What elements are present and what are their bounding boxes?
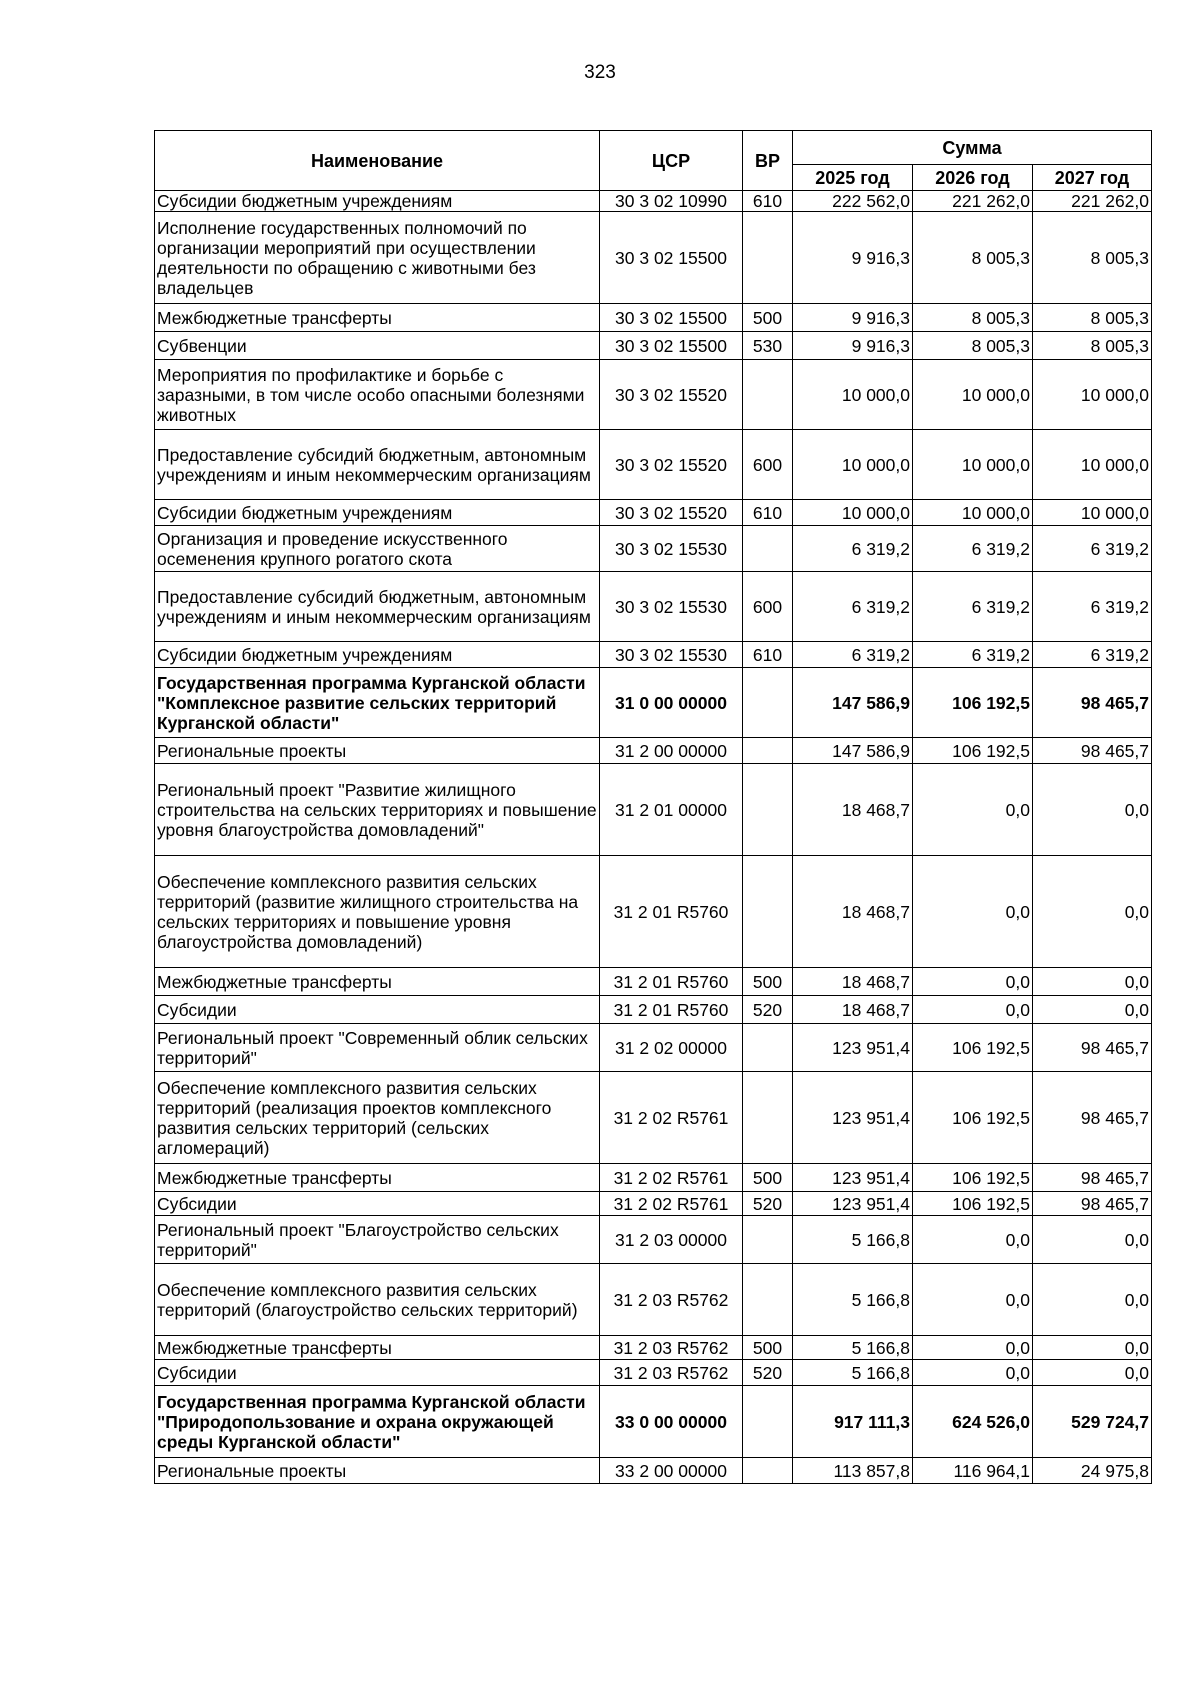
row-amount-2027: 0,0 [1033, 856, 1152, 968]
row-amount-2027: 0,0 [1033, 1360, 1152, 1386]
table-row [155, 856, 1152, 968]
table-row [155, 304, 1152, 332]
row-amount-2027: 6 319,2 [1033, 572, 1152, 642]
row-vr [743, 668, 793, 738]
row-name: Региональные проекты [155, 738, 600, 764]
row-amount-2025: 5 166,8 [793, 1360, 913, 1386]
row-name: Межбюджетные трансферты [155, 968, 600, 996]
row-amount-2025: 6 319,2 [793, 572, 913, 642]
row-amount-2027: 10 000,0 [1033, 500, 1152, 526]
row-name: Региональный проект "Благоустройство сельских территорий" [155, 1216, 600, 1264]
row-name: Государственная программа Курганской области "Комплексное развитие сельских территорий Курганской области" [155, 668, 600, 738]
row-vr [743, 1264, 793, 1336]
row-vr [743, 856, 793, 968]
row-vr: 500 [743, 304, 793, 332]
row-amount-2026: 10 000,0 [913, 360, 1033, 430]
table-row [155, 212, 1152, 304]
table-row [155, 1216, 1152, 1264]
row-vr: 500 [743, 1164, 793, 1192]
row-vr: 520 [743, 1192, 793, 1216]
row-amount-2026: 0,0 [913, 996, 1033, 1024]
row-name: Предоставление субсидий бюджетным, автономным учреждениям и иным некоммерческим организациям [155, 430, 600, 500]
row-amount-2025: 222 562,0 [793, 191, 913, 212]
header-sum: Сумма [793, 131, 1152, 165]
table-row [155, 526, 1152, 572]
row-amount-2026: 624 526,0 [913, 1386, 1033, 1458]
row-vr: 610 [743, 191, 793, 212]
row-csr: 31 0 00 00000 [600, 668, 743, 738]
header-csr: ЦСР [600, 131, 743, 191]
row-amount-2027: 98 465,7 [1033, 1164, 1152, 1192]
row-csr: 30 3 02 10990 [600, 191, 743, 212]
row-csr: 30 3 02 15500 [600, 332, 743, 360]
row-amount-2025: 5 166,8 [793, 1216, 913, 1264]
row-amount-2025: 147 586,9 [793, 668, 913, 738]
row-amount-2026: 0,0 [913, 856, 1033, 968]
row-vr: 500 [743, 1336, 793, 1360]
table-row [155, 430, 1152, 500]
row-amount-2026: 106 192,5 [913, 1024, 1033, 1072]
row-amount-2026: 221 262,0 [913, 191, 1033, 212]
row-amount-2026: 6 319,2 [913, 572, 1033, 642]
row-vr: 500 [743, 968, 793, 996]
table-row [155, 1164, 1152, 1192]
row-amount-2027: 0,0 [1033, 1336, 1152, 1360]
row-amount-2026: 106 192,5 [913, 1192, 1033, 1216]
row-amount-2027: 6 319,2 [1033, 642, 1152, 668]
table-row [155, 738, 1152, 764]
row-csr: 31 2 03 R5762 [600, 1336, 743, 1360]
row-amount-2027: 8 005,3 [1033, 304, 1152, 332]
row-amount-2027: 6 319,2 [1033, 526, 1152, 572]
row-amount-2027: 24 975,8 [1033, 1458, 1152, 1484]
row-name: Исполнение государственных полномочий по организации мероприятий при осуществлении деятельности по обращению с животными без владельцев [155, 212, 600, 304]
row-vr: 610 [743, 500, 793, 526]
row-name: Государственная программа Курганской области "Природопользование и охрана окружающей среды Курганской области" [155, 1386, 600, 1458]
row-amount-2026: 6 319,2 [913, 526, 1033, 572]
row-csr: 31 2 02 R5761 [600, 1192, 743, 1216]
row-vr: 520 [743, 1360, 793, 1386]
table-body [155, 191, 1152, 1484]
row-csr: 31 2 00 00000 [600, 738, 743, 764]
row-name: Мероприятия по профилактике и борьбе с заразными, в том числе особо опасными болезнями животных [155, 360, 600, 430]
row-amount-2025: 9 916,3 [793, 332, 913, 360]
row-csr: 31 2 01 R5760 [600, 856, 743, 968]
row-amount-2025: 123 951,4 [793, 1164, 913, 1192]
row-amount-2025: 113 857,8 [793, 1458, 913, 1484]
table-header [155, 131, 1152, 191]
row-vr: 610 [743, 642, 793, 668]
table-row [155, 1386, 1152, 1458]
table-row [155, 668, 1152, 738]
row-name: Региональный проект "Современный облик сельских территорий" [155, 1024, 600, 1072]
row-name: Субсидии бюджетным учреждениям [155, 500, 600, 526]
row-amount-2027: 98 465,7 [1033, 668, 1152, 738]
row-csr: 30 3 02 15530 [600, 526, 743, 572]
row-amount-2027: 8 005,3 [1033, 332, 1152, 360]
row-csr: 30 3 02 15520 [600, 360, 743, 430]
row-name: Обеспечение комплексного развития сельских территорий (реализация проектов комплексного развития сельских территорий (сельских агломераций) [155, 1072, 600, 1164]
budget-table [154, 130, 1152, 1484]
row-amount-2026: 10 000,0 [913, 430, 1033, 500]
row-csr: 31 2 02 00000 [600, 1024, 743, 1072]
row-amount-2027: 98 465,7 [1033, 1072, 1152, 1164]
header-year-2027: 2027 год [1033, 165, 1152, 191]
table-row [155, 642, 1152, 668]
row-name: Предоставление субсидий бюджетным, автономным учреждениям и иным некоммерческим организациям [155, 572, 600, 642]
row-vr: 600 [743, 430, 793, 500]
table-row [155, 1072, 1152, 1164]
row-amount-2025: 9 916,3 [793, 304, 913, 332]
row-name: Субсидии [155, 996, 600, 1024]
row-amount-2025: 10 000,0 [793, 500, 913, 526]
table-row [155, 1360, 1152, 1386]
row-amount-2025: 10 000,0 [793, 360, 913, 430]
row-name: Субвенции [155, 332, 600, 360]
row-name: Межбюджетные трансферты [155, 1164, 600, 1192]
page-number: 323 [584, 62, 616, 83]
row-vr [743, 360, 793, 430]
table-row [155, 996, 1152, 1024]
row-amount-2027: 0,0 [1033, 968, 1152, 996]
row-vr [743, 1386, 793, 1458]
row-amount-2027: 0,0 [1033, 1264, 1152, 1336]
row-amount-2026: 106 192,5 [913, 1164, 1033, 1192]
header-year-2025: 2025 год [793, 165, 913, 191]
row-amount-2026: 8 005,3 [913, 304, 1033, 332]
row-amount-2026: 0,0 [913, 1264, 1033, 1336]
row-csr: 31 2 02 R5761 [600, 1164, 743, 1192]
row-amount-2025: 917 111,3 [793, 1386, 913, 1458]
row-amount-2026: 6 319,2 [913, 642, 1033, 668]
row-amount-2027: 98 465,7 [1033, 1024, 1152, 1072]
table-row [155, 500, 1152, 526]
row-name: Субсидии [155, 1192, 600, 1216]
row-amount-2027: 8 005,3 [1033, 212, 1152, 304]
row-amount-2025: 5 166,8 [793, 1264, 913, 1336]
row-name: Региональный проект "Развитие жилищного строительства на сельских территориях и повышение уровня благоустройства домовладений" [155, 764, 600, 856]
row-name: Межбюджетные трансферты [155, 1336, 600, 1360]
row-amount-2027: 10 000,0 [1033, 360, 1152, 430]
row-amount-2027: 0,0 [1033, 1216, 1152, 1264]
row-vr [743, 1072, 793, 1164]
row-name: Обеспечение комплексного развития сельских территорий (развитие жилищного строительства на сельских территориях и повышение уровня благоустройства домовладений) [155, 856, 600, 968]
row-csr: 30 3 02 15530 [600, 642, 743, 668]
table-row [155, 360, 1152, 430]
row-amount-2027: 98 465,7 [1033, 1192, 1152, 1216]
row-name: Межбюджетные трансферты [155, 304, 600, 332]
row-amount-2026: 0,0 [913, 1216, 1033, 1264]
row-amount-2026: 0,0 [913, 968, 1033, 996]
row-amount-2025: 123 951,4 [793, 1192, 913, 1216]
row-csr: 31 2 01 00000 [600, 764, 743, 856]
row-csr: 30 3 02 15520 [600, 500, 743, 526]
row-csr: 33 2 00 00000 [600, 1458, 743, 1484]
row-amount-2025: 123 951,4 [793, 1024, 913, 1072]
row-amount-2026: 116 964,1 [913, 1458, 1033, 1484]
row-vr [743, 526, 793, 572]
row-amount-2026: 0,0 [913, 764, 1033, 856]
row-amount-2026: 106 192,5 [913, 1072, 1033, 1164]
row-vr: 520 [743, 996, 793, 1024]
row-name: Обеспечение комплексного развития сельских территорий (благоустройство сельских территорий) [155, 1264, 600, 1336]
row-amount-2026: 10 000,0 [913, 500, 1033, 526]
row-vr [743, 1216, 793, 1264]
row-amount-2026: 8 005,3 [913, 332, 1033, 360]
row-amount-2025: 18 468,7 [793, 996, 913, 1024]
row-csr: 30 3 02 15500 [600, 212, 743, 304]
row-amount-2025: 147 586,9 [793, 738, 913, 764]
row-amount-2027: 0,0 [1033, 764, 1152, 856]
row-amount-2025: 5 166,8 [793, 1336, 913, 1360]
row-amount-2026: 106 192,5 [913, 738, 1033, 764]
row-amount-2026: 106 192,5 [913, 668, 1033, 738]
row-amount-2025: 123 951,4 [793, 1072, 913, 1164]
row-csr: 31 2 01 R5760 [600, 996, 743, 1024]
row-csr: 30 3 02 15500 [600, 304, 743, 332]
row-vr [743, 1458, 793, 1484]
row-csr: 31 2 03 R5762 [600, 1360, 743, 1386]
row-csr: 31 2 03 00000 [600, 1216, 743, 1264]
row-amount-2027: 221 262,0 [1033, 191, 1152, 212]
table-row [155, 191, 1152, 212]
table-row [155, 1458, 1152, 1484]
row-amount-2027: 98 465,7 [1033, 738, 1152, 764]
row-name: Организация и проведение искусственного осеменения крупного рогатого скота [155, 526, 600, 572]
row-csr: 31 2 02 R5761 [600, 1072, 743, 1164]
row-amount-2027: 529 724,7 [1033, 1386, 1152, 1458]
row-vr [743, 1024, 793, 1072]
row-amount-2027: 10 000,0 [1033, 430, 1152, 500]
row-amount-2025: 10 000,0 [793, 430, 913, 500]
table-row [155, 332, 1152, 360]
row-amount-2025: 18 468,7 [793, 968, 913, 996]
row-vr [743, 738, 793, 764]
row-name: Субсидии бюджетным учреждениям [155, 191, 600, 212]
header-name: Наименование [155, 131, 600, 191]
table-row [155, 1336, 1152, 1360]
row-amount-2025: 9 916,3 [793, 212, 913, 304]
table-row [155, 968, 1152, 996]
row-vr [743, 212, 793, 304]
row-vr [743, 764, 793, 856]
row-amount-2025: 6 319,2 [793, 642, 913, 668]
row-name: Региональные проекты [155, 1458, 600, 1484]
table-row [155, 1264, 1152, 1336]
row-name: Субсидии [155, 1360, 600, 1386]
table-row [155, 764, 1152, 856]
row-amount-2026: 0,0 [913, 1336, 1033, 1360]
row-name: Субсидии бюджетным учреждениям [155, 642, 600, 668]
row-vr: 530 [743, 332, 793, 360]
row-amount-2025: 6 319,2 [793, 526, 913, 572]
row-csr: 31 2 01 R5760 [600, 968, 743, 996]
row-amount-2027: 0,0 [1033, 996, 1152, 1024]
table-row [155, 1024, 1152, 1072]
row-vr: 600 [743, 572, 793, 642]
row-amount-2025: 18 468,7 [793, 764, 913, 856]
row-csr: 31 2 03 R5762 [600, 1264, 743, 1336]
table-row [155, 1192, 1152, 1216]
row-csr: 30 3 02 15520 [600, 430, 743, 500]
row-amount-2026: 8 005,3 [913, 212, 1033, 304]
row-amount-2026: 0,0 [913, 1360, 1033, 1386]
header-year-2026: 2026 год [913, 165, 1033, 191]
row-amount-2025: 18 468,7 [793, 856, 913, 968]
table-row [155, 572, 1152, 642]
row-csr: 33 0 00 00000 [600, 1386, 743, 1458]
row-csr: 30 3 02 15530 [600, 572, 743, 642]
header-vr: ВР [743, 131, 793, 191]
